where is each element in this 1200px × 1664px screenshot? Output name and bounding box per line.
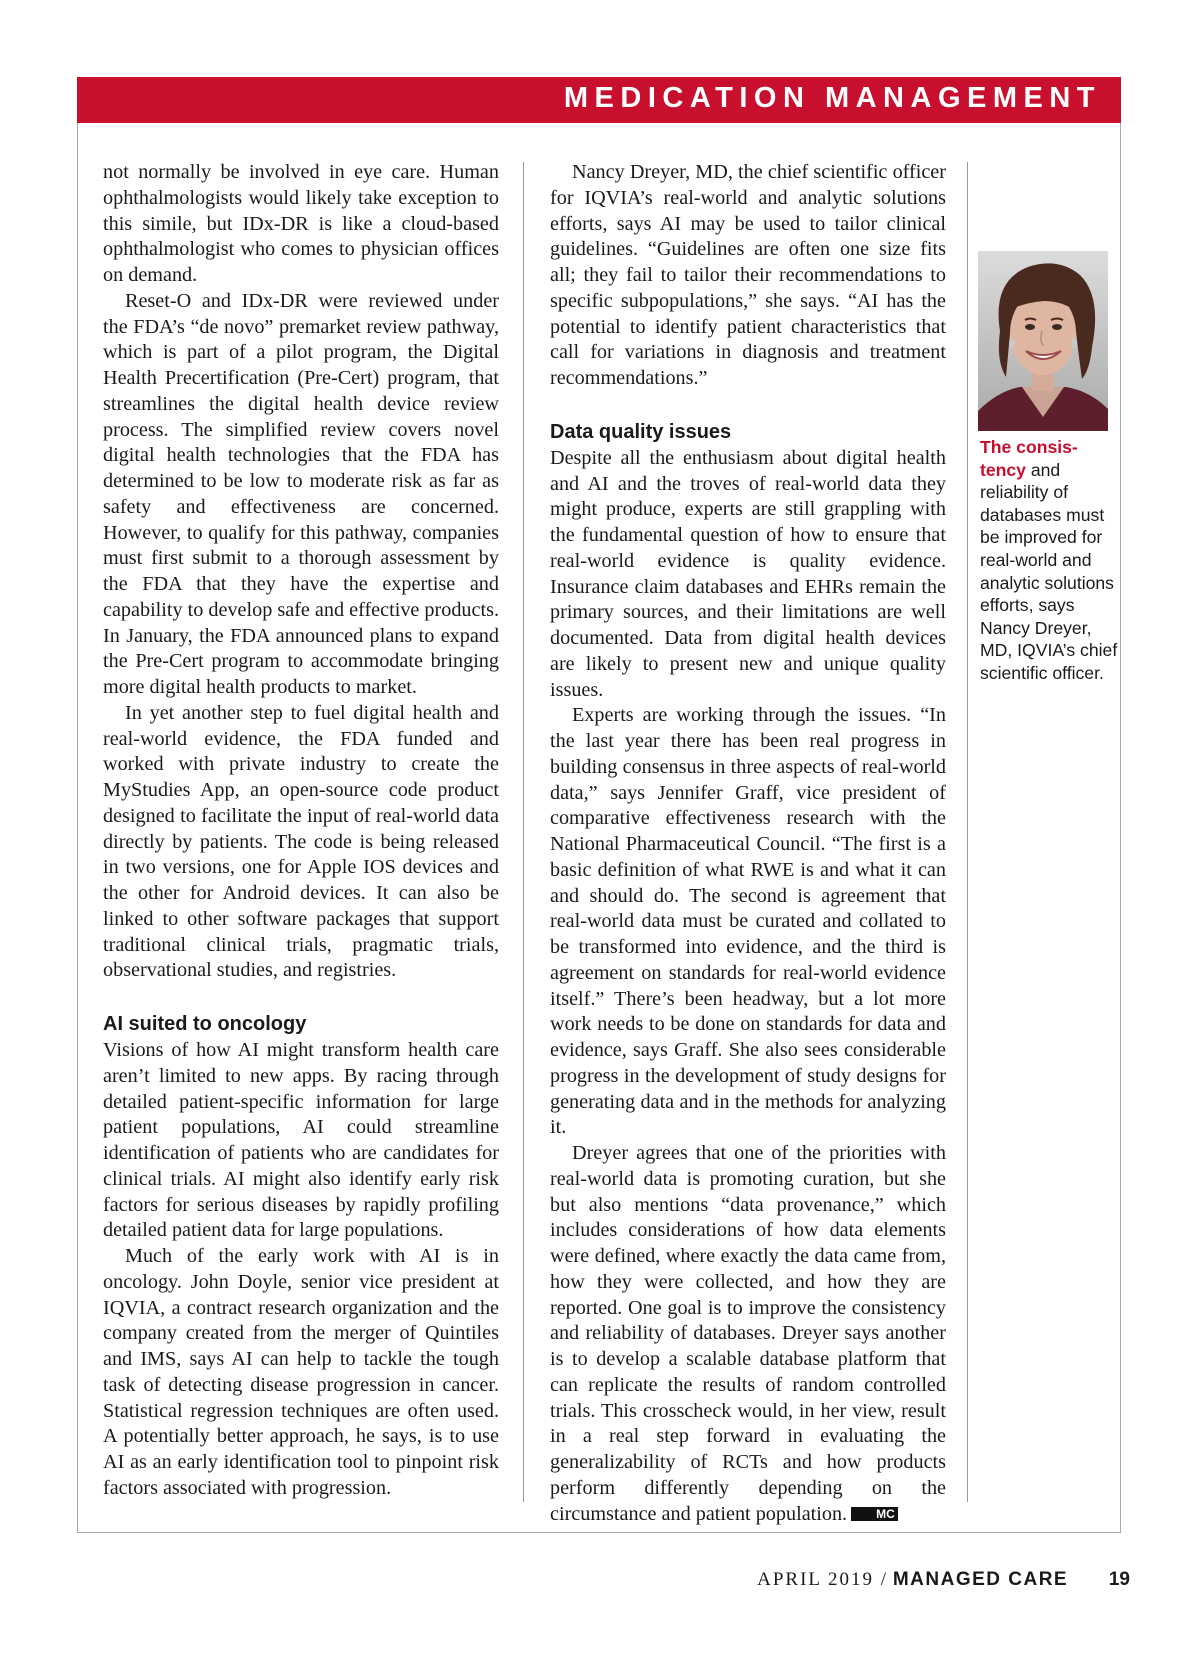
paragraph-final — [550, 1141, 946, 1527]
middle-column — [550, 160, 946, 1527]
page-footer — [757, 1569, 1130, 1591]
caption-lead: The consis-tency — [980, 437, 1078, 480]
paragraph: Reset-O and IDx-DR were reviewed under the FDA’s “de novo” premarket review pathway, which is part of a pilot program, the Digital Health Precertification (Pre-Cert) program, that streamlines the digital health device review process. The simplified review covers novel digital health technologies that the FDA has determined to be low to moderate risk as far as safety and effectiveness are concerned. However, to qualify for this pathway, companies must first submit to a thorough assessment by the FDA that they have the expertise and capability to develop safe and effective products. In January, the FDA announced plans to expand the Pre-Cert program to accommodate bringing more digital health products to market. — [103, 289, 499, 698]
paragraph: Visions of how AI might transform health care aren’t limited to new apps. By racing through detailed patient-specific information for large patient populations, AI could streamline identification of patients who are candidates for clinical trials. AI might also identify early risk factors for serious diseases by rapidly profiling detailed patient data for large populations. — [103, 1039, 499, 1242]
left-column — [103, 160, 499, 1502]
paragraph: Despite all the enthusiasm about digital health and AI and the troves of real-world data they might produce, experts are still grappling with the fundamental question of how to ensure that real-world evidence is quality evidence. Insurance claim databases and EHRs remain the primary sources, and their limitations are well documented. Data from digital health devices are likely to present new and unique quality issues. — [550, 446, 946, 701]
section-heading: AI suited to oncology — [103, 1013, 307, 1035]
end-mark-badge: MC — [851, 1507, 898, 1521]
caption-text: and reliability of databases must be improved for real-world and analytic solutions efforts, says Nancy Dreyer, MD, IQVIA’s chief scientific officer. — [980, 459, 1118, 683]
section-heading: Data quality issues — [550, 420, 732, 443]
publication-name: MANAGED CARE — [892, 1569, 1069, 1590]
page-number: 19 — [1108, 1569, 1130, 1590]
paragraph-text: Dreyer agrees that one of the priorities with real-world data is promoting curation, but she but also mentions “data provenance,” which includes considerations of how data elements were defined, where exactly the data came from, how they were collected, and how they are reported. One goal is to improve the consistency and reliability of databases. Dreyer says another is to develop a scalable database platform that can replicate the results of random controlled trials. This crosscheck would, in her view, result in a real step forward in evaluating the generalizability of RCTs and how products perform differently depending on the circumstance and patient population. — [550, 1142, 946, 1525]
column-divider — [967, 162, 968, 1502]
paragraph: not normally be involved in eye care. Human ophthalmologists would likely take exception to this simile, but IDx-DR is like a cloud-based ophthalmologist who comes to physician offices on demand. — [103, 161, 499, 286]
paragraph: Nancy Dreyer, MD, the chief scientific officer for IQVIA’s real-world and analytic solutions efforts, says AI may be used to tailor clinical guidelines. “Guidelines are often one size fits all; they fail to tailor their recommendations to specific subpopulations,” she says. “AI has the potential to identify patient characteristics that call for variations in diagnosis and treatment recommendations.” — [550, 161, 946, 389]
column-divider — [523, 162, 524, 1502]
section-title: MEDICATION MANAGEMENT — [563, 82, 1101, 114]
issue-date: APRIL 2019 / — [757, 1569, 889, 1590]
section-banner — [77, 77, 1121, 123]
paragraph: Experts are working through the issues. “In the last year there has been real progress in building consensus in three aspects of real-world data,” says Jennifer Graff, vice president of comparative effectiveness research with the National Pharmaceutical Council. “The first is a basic definition of what RWE is and what it can and should do. The second is agreement that real-world data must be curated and collated to be transformed into evidence, and the third is agreement on standards for real-world evidence itself.” There’s been headway, but a lot more work needs to be done on standards for data and evidence, says Graff. She also sees considerable progress in the development of study designs for generating data and in the methods for analyzing it. — [550, 704, 946, 1139]
photo-caption — [980, 436, 1120, 685]
paragraph: In yet another step to fuel digital health and real-world evidence, the FDA funded and worked with private industry to create the MyStudies App, an open-source code product designed to facilitate the input of real-world data directly by patients. The code is being released in two versions, one for Apple IOS devices and the other for Android devices. It can also be linked to other software packages that support traditional clinical trials, pragmatic trials, observational studies, and registries. — [103, 701, 499, 982]
paragraph: Much of the early work with AI is in oncology. John Doyle, senior vice president at IQVIA, a contract research organization and the company created from the merger of Quintiles and IMS, says AI can help to tackle the tough task of detecting disease progression in cancer. Statistical regression techniques are often used. A potentially better approach, he says, is to use AI as an early identification tool to pinpoint risk factors associated with progression. — [103, 1245, 499, 1499]
portrait-photo-icon — [978, 251, 1108, 431]
portrait-illustration — [978, 251, 1108, 431]
